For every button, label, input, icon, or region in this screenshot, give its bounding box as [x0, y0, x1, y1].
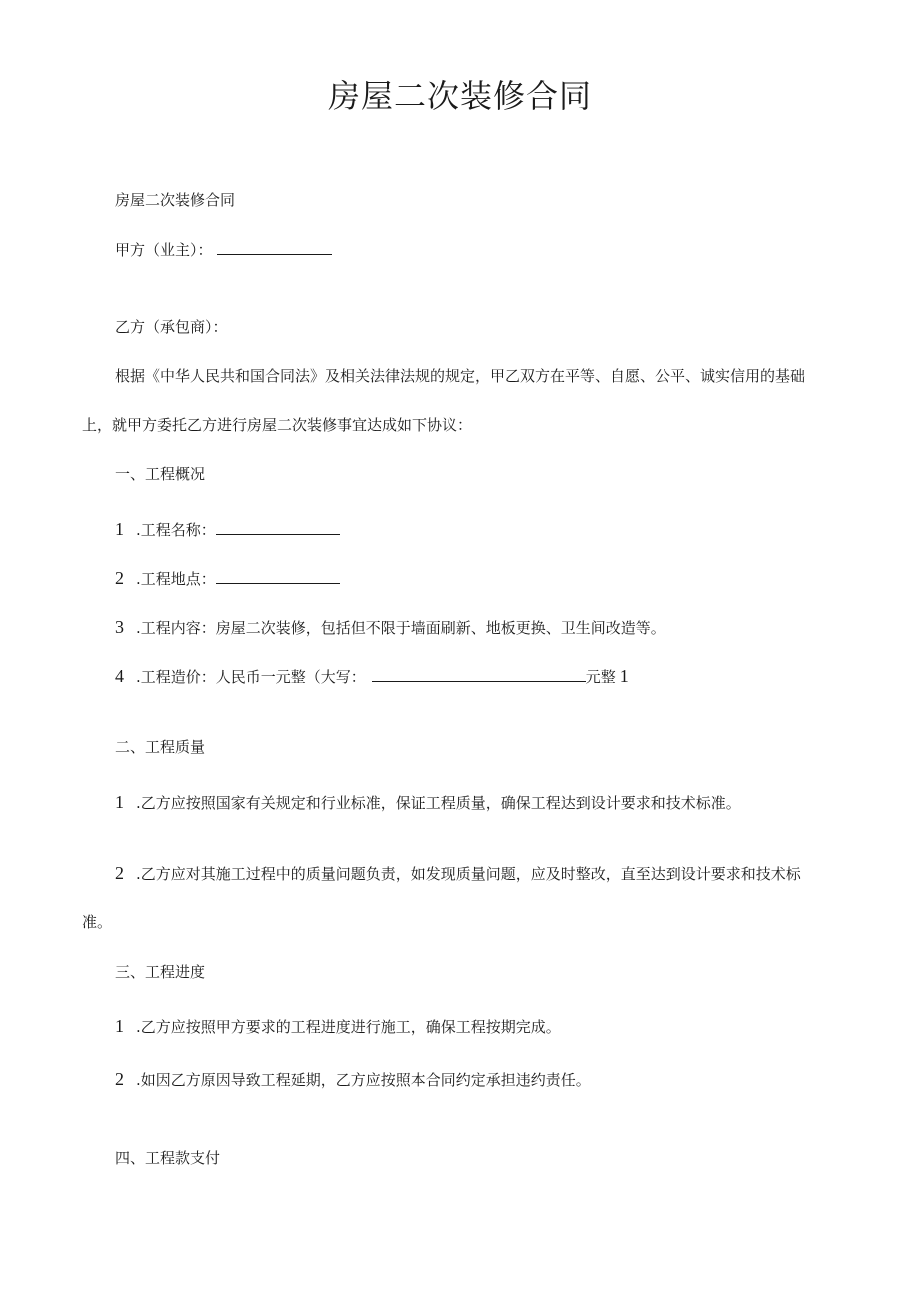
clause-text: .工程名称：	[136, 521, 216, 539]
party-b-line: 乙方（承包商）：	[115, 318, 228, 336]
price-uppercase-blank	[372, 667, 586, 682]
section-heading: 四、工程款支付	[115, 1149, 221, 1167]
clause-number: 1	[115, 1016, 124, 1036]
party-a-line	[115, 240, 332, 260]
project-name-blank	[216, 520, 340, 535]
clause-item	[115, 863, 801, 884]
clause-text: .工程地点：	[136, 570, 216, 588]
clause-number: 4	[115, 666, 124, 686]
clause-number: 3	[115, 617, 124, 637]
clause-text: .工程内容：房屋二次装修，包括但不限于墙面刷新、地板更换、卫生间改造等。	[136, 619, 666, 637]
clause-text: .如因乙方原因导致工程延期，乙方应按照本合同约定承担违约责任。	[136, 1071, 591, 1089]
clause-number: 2	[115, 1069, 124, 1089]
clause-item	[115, 666, 629, 687]
clause-continuation: 准。	[82, 913, 113, 931]
clause-item	[115, 792, 741, 813]
clause-item	[115, 1016, 561, 1037]
section-heading: 三、工程进度	[115, 963, 206, 981]
clause-number: 1	[115, 792, 124, 812]
clause-item	[115, 568, 340, 589]
project-location-blank	[216, 569, 340, 584]
section-heading: 二、工程质量	[115, 738, 206, 756]
clause-text: .乙方应对其施工过程中的质量问题负责，如发现质量问题，应及时整改，直至达到设计要求和技术标	[136, 865, 801, 883]
party-a-label: 甲方（业主）：	[115, 241, 213, 259]
document-subtitle: 房屋二次装修合同	[115, 191, 236, 209]
clause-item	[115, 617, 666, 638]
party-a-blank	[217, 240, 332, 255]
clause-number: 2	[115, 568, 124, 588]
document-title: 房屋二次装修合同	[327, 77, 592, 115]
preamble-line-2: 上，就甲方委托乙方进行房屋二次装修事宜达成如下协议：	[82, 416, 473, 434]
clause-item	[115, 1069, 591, 1090]
section-heading: 一、工程概况	[115, 465, 206, 483]
clause-text: .乙方应按照国家有关规定和行业标准，保证工程质量，确保工程达到设计要求和技术标准。	[136, 794, 741, 812]
preamble-line-1: 根据《中华人民共和国合同法》及相关法律法规的规定，甲乙双方在平等、自愿、公平、诚实信用的基础	[115, 367, 806, 385]
clause-text: .工程造价：人民币一元整（大写：	[136, 668, 366, 686]
clause-text: .乙方应按照甲方要求的工程进度进行施工，确保工程按期完成。	[136, 1018, 561, 1036]
clause-suffix: 元整	[585, 668, 616, 686]
clause-tail: 1	[619, 666, 629, 686]
clause-number: 1	[115, 519, 124, 539]
clause-item	[115, 519, 340, 540]
clause-number: 2	[115, 863, 124, 883]
